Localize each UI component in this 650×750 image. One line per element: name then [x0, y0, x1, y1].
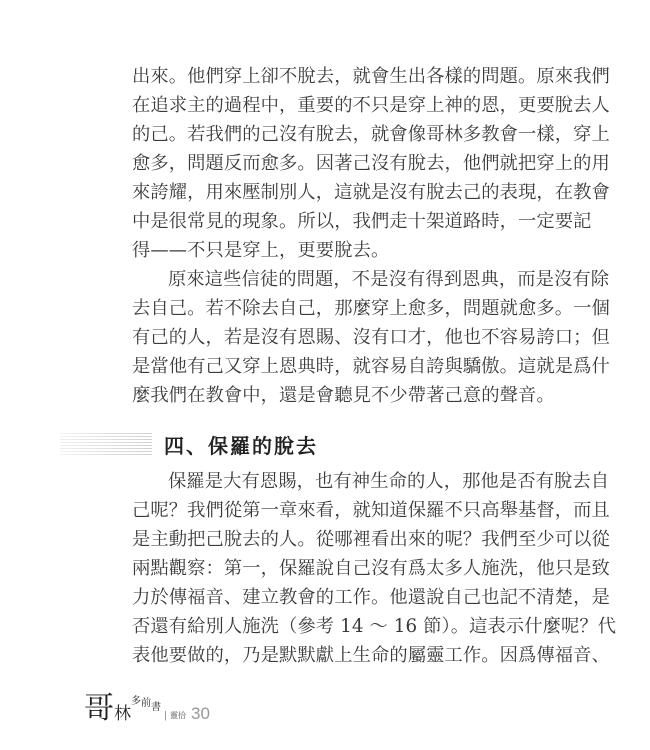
text-line: 力於傳福音、建立教會的工作。他還說自己也記不清楚，是: [132, 587, 610, 608]
section-heading: [60, 428, 318, 460]
text-line: 保羅是大有恩賜，也有神生命的人，那他是否有脫去自: [168, 471, 610, 492]
text-line: 是主動把己脫去的人。從哪裡看出來的呢？我們至少可以從: [132, 529, 610, 550]
book-title-char-1: 哥: [84, 691, 114, 726]
series-name: 靈拾: [170, 711, 187, 720]
book-title-char-3: 多: [131, 696, 141, 707]
section-heading-text: 四、保羅的脫去: [164, 433, 318, 458]
page-number: 30: [191, 704, 210, 723]
paragraph-3: [132, 467, 617, 670]
book-title-char-5: 書: [151, 702, 161, 713]
paragraph-2: [132, 265, 610, 410]
text-line: 愈多，問題反而愈多。因著己沒有脫去，他們就把穿上的用: [132, 153, 610, 174]
page-footer: [84, 692, 210, 724]
text-line: 麼我們在教會中，還是會聽見不少帶著己意的聲音。: [132, 385, 555, 406]
text-line: 去自己。若不除去自己，那麼穿上愈多，問題就愈多。一個: [132, 298, 610, 319]
footer-separator: |: [164, 711, 168, 721]
text-line: 己呢？我們從第一章來看，就知道保羅不只高舉基督，而且: [132, 500, 610, 521]
text-line: 中是很常見的現象。所以，我們走十架道路時，一定要記: [132, 211, 592, 232]
text-line: 否還有給別人施洗（參考 14 ～ 16 節）。這表示什麼呢？代: [132, 616, 617, 637]
text-line: 的己。若我們的己沒有脫去，就會像哥林多教會一樣，穿上: [132, 124, 610, 145]
body-text-bottom: [132, 467, 617, 670]
paragraph-1: [132, 62, 610, 265]
text-line: 兩點觀察：第一，保羅說自己沒有爲太多人施洗，他只是致: [132, 558, 610, 579]
book-title-char-4: 前: [141, 698, 151, 709]
text-line: 是當他有己又穿上恩典時，就容易自誇與驕傲。這就是爲什: [132, 356, 610, 377]
body-text-top: [132, 62, 610, 410]
text-line: 原來這些信徒的問題，不是沒有得到恩典，而是沒有除: [168, 269, 610, 290]
text-line: 來誇耀，用來壓制別人，這就是沒有脫去己的表現，在教會: [132, 182, 610, 203]
text-line: 得——不只是穿上，更要脫去。: [132, 240, 390, 261]
heading-decoration-lines: [60, 433, 152, 455]
text-line: 在追求主的過程中，重要的不只是穿上神的恩，更要脫去人: [132, 95, 610, 116]
text-line: 有己的人，若是沒有恩賜、沒有口才，他也不容易誇口；但: [132, 327, 610, 348]
book-title-char-2: 林: [114, 704, 131, 724]
text-line: 出來。他們穿上卻不脫去，就會生出各樣的問題。原來我們: [132, 66, 610, 87]
text-line: 表他要做的，乃是默默獻上生命的屬靈工作。因爲傳福音、: [132, 645, 610, 666]
